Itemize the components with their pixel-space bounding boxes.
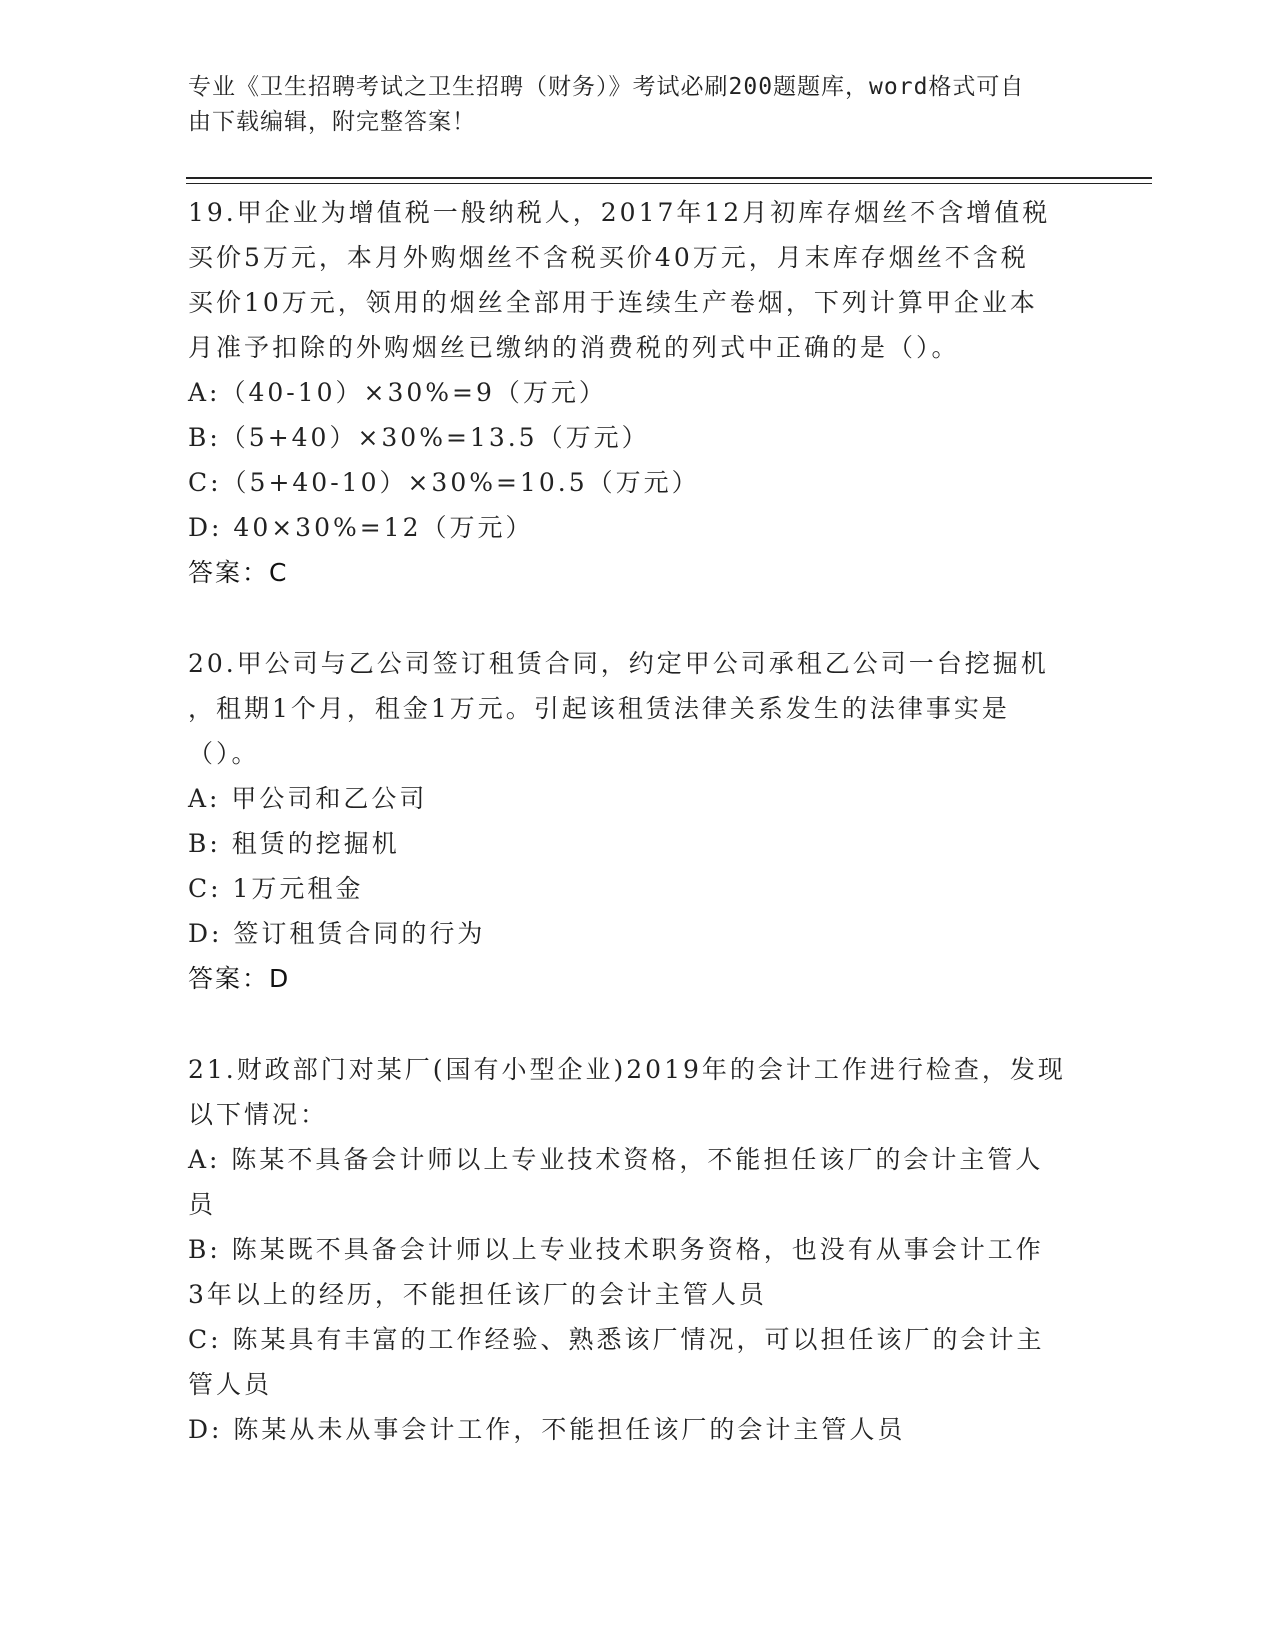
- question-19: [188, 190, 1078, 595]
- option-b: B: 租赁的挖掘机: [188, 829, 400, 858]
- header-divider-thick: [186, 177, 1152, 179]
- option-a-continued: 员: [188, 1190, 217, 1219]
- header-divider-thin: [186, 183, 1152, 184]
- question-list: [188, 190, 1078, 1498]
- option-b-continued: 3年以上的经历，不能担任该厂的会计主管人员: [188, 1280, 767, 1309]
- answer-line: 答案：D: [188, 964, 291, 993]
- question-20: [188, 641, 1078, 1001]
- option-a: A: 陈某不具备会计师以上专业技术资格，不能担任该厂的会计主管人: [188, 1145, 1044, 1174]
- option-a: A:（40-10）×30%=9（万元）: [188, 378, 607, 407]
- answer-line: 答案：C: [188, 558, 289, 587]
- option-c: C: 陈某具有丰富的工作经验、熟悉该厂情况，可以担任该厂的会计主: [188, 1325, 1045, 1354]
- question-stem-line: （）。: [188, 739, 260, 768]
- header-line-2: 由下载编辑，附完整答案！: [188, 109, 476, 135]
- question-stem-line: 月准予扣除的外购烟丝已缴纳的消费税的列式中正确的是（）。: [188, 333, 960, 362]
- option-d: D: 签订租赁合同的行为: [188, 919, 486, 948]
- question-21: [188, 1047, 1078, 1452]
- question-stem-line: ，租期1个月，租金1万元。引起该租赁法律关系发生的法律事实是: [188, 694, 1010, 723]
- question-stem-line: 买价5万元，本月外购烟丝不含税买价40万元，月末库存烟丝不含税: [188, 243, 1029, 272]
- document-header: [188, 70, 1068, 140]
- option-b: B: 陈某既不具备会计师以上专业技术职务资格，也没有从事会计工作: [188, 1235, 1044, 1264]
- option-c: C: 1万元租金: [188, 874, 364, 903]
- option-a: A: 甲公司和乙公司: [188, 784, 428, 813]
- option-d: D: 陈某从未从事会计工作，不能担任该厂的会计主管人员: [188, 1415, 906, 1444]
- question-stem-line: 以下情况：: [188, 1100, 329, 1129]
- question-stem-line: 20.甲公司与乙公司签订租赁合同，约定甲公司承租乙公司一台挖掘机: [188, 649, 1049, 678]
- option-c: C:（5+40-10）×30%=10.5（万元）: [188, 468, 700, 497]
- option-d: D: 40×30%=12（万元）: [188, 513, 534, 542]
- question-stem-line: 21.财政部门对某厂(国有小型企业)2019年的会计工作进行检查，发现: [188, 1055, 1066, 1084]
- option-b: B:（5+40）×30%=13.5（万元）: [188, 423, 650, 452]
- question-stem-line: 19.甲企业为增值税一般纳税人，2017年12月初库存烟丝不含增值税: [188, 198, 1051, 227]
- question-stem-line: 买价10万元，领用的烟丝全部用于连续生产卷烟，下列计算甲企业本: [188, 288, 1038, 317]
- option-c-continued: 管人员: [188, 1370, 273, 1399]
- header-line-1: 专业《卫生招聘考试之卫生招聘（财务）》考试必刷200题题库，word格式可自: [188, 74, 1025, 100]
